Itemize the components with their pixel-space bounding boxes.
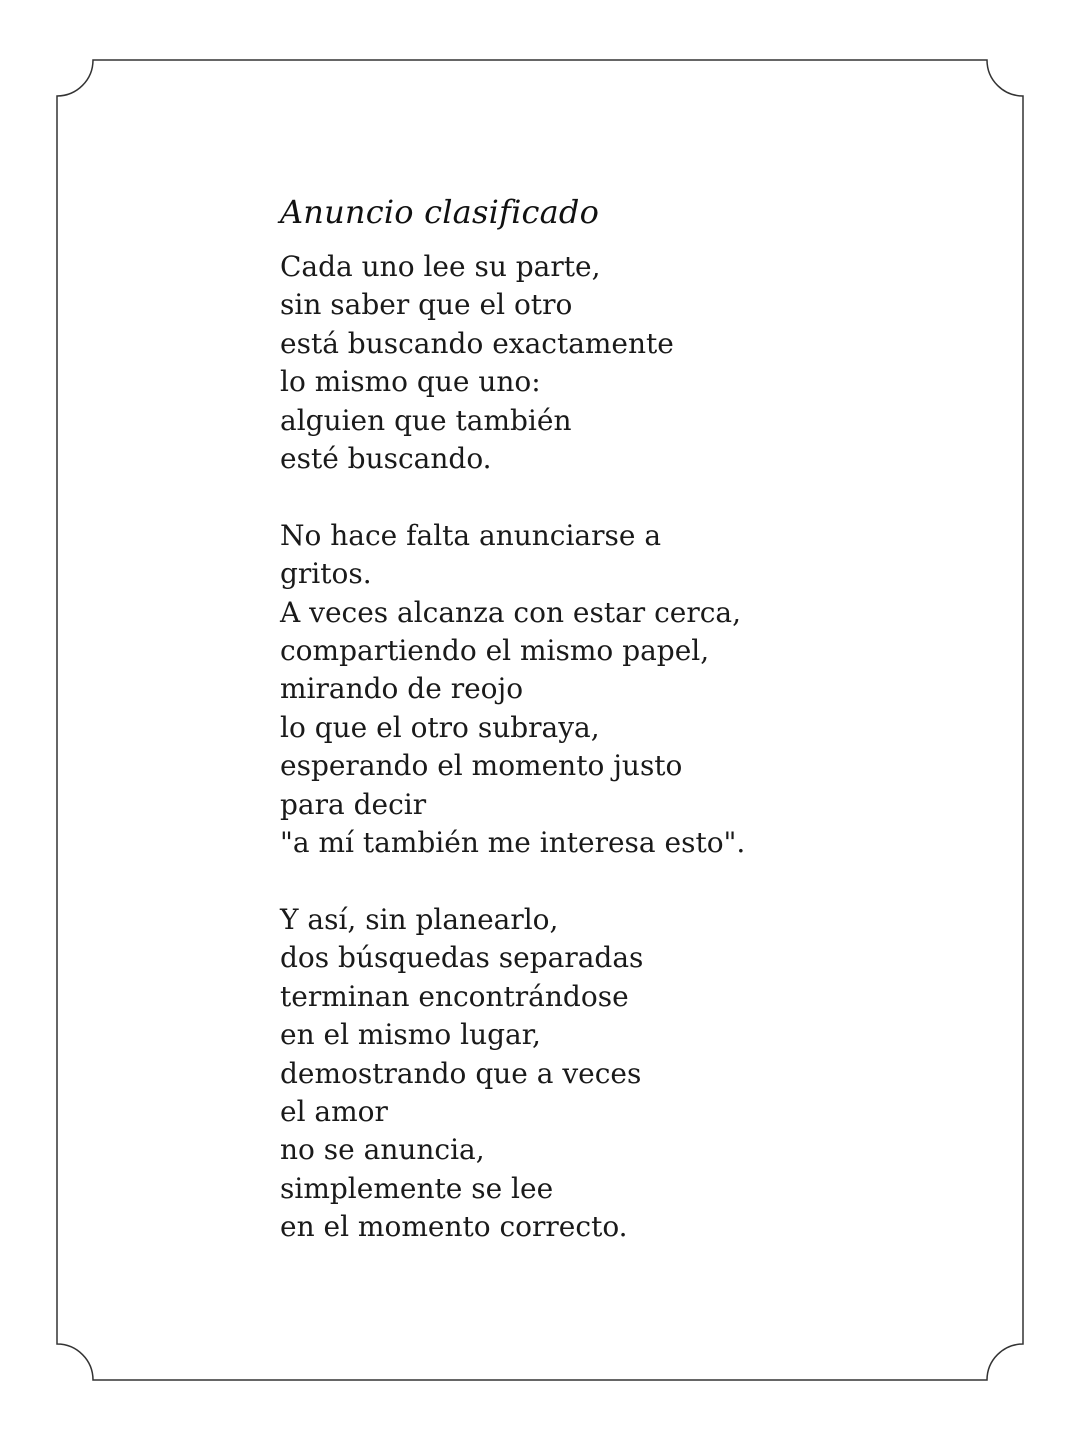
verse-line: A veces alcanza con estar cerca, [280,595,741,629]
verse-line: demostrando que a veces [280,1056,642,1090]
poem-title: Anuncio clasificado [280,193,600,231]
verse-line: está buscando exactamente [280,326,674,360]
verse-line: no se anuncia, [280,1133,485,1167]
verse-line: esté buscando. [280,442,492,476]
verse-line: en el mismo lugar, [280,1018,541,1052]
verse-line: dos búsquedas separadas [280,941,644,975]
verse-line: Y así, sin planearlo, [280,902,559,936]
verse-line: esperando el momento justo [280,749,683,783]
verse-line: "a mí también me interesa esto". [280,826,746,860]
verse-line: simplemente se lee [280,1171,554,1205]
verse-line: mirando de reojo [280,672,524,706]
verse-line: sin saber que el otro [280,288,573,322]
stanza-3 [280,901,980,1247]
verse-line: compartiendo el mismo papel, [280,634,710,668]
verse-line: para decir [280,787,427,821]
verse-line: lo que el otro subraya, [280,710,600,744]
stanza-1 [280,248,980,478]
poem [280,190,980,1247]
verse-line: Cada uno lee su parte, [280,250,601,283]
verse-line: No hace falta anunciarse a [280,518,662,552]
stanza-2 [280,517,980,863]
verse-line: gritos. [280,557,372,591]
verse-line: alguien que también [280,403,572,437]
verse-line: lo mismo que uno: [280,365,541,399]
verse-line: terminan encontrándose [280,979,629,1013]
verse-line: el amor [280,1094,388,1128]
verse-line: en el momento correcto. [280,1210,628,1244]
